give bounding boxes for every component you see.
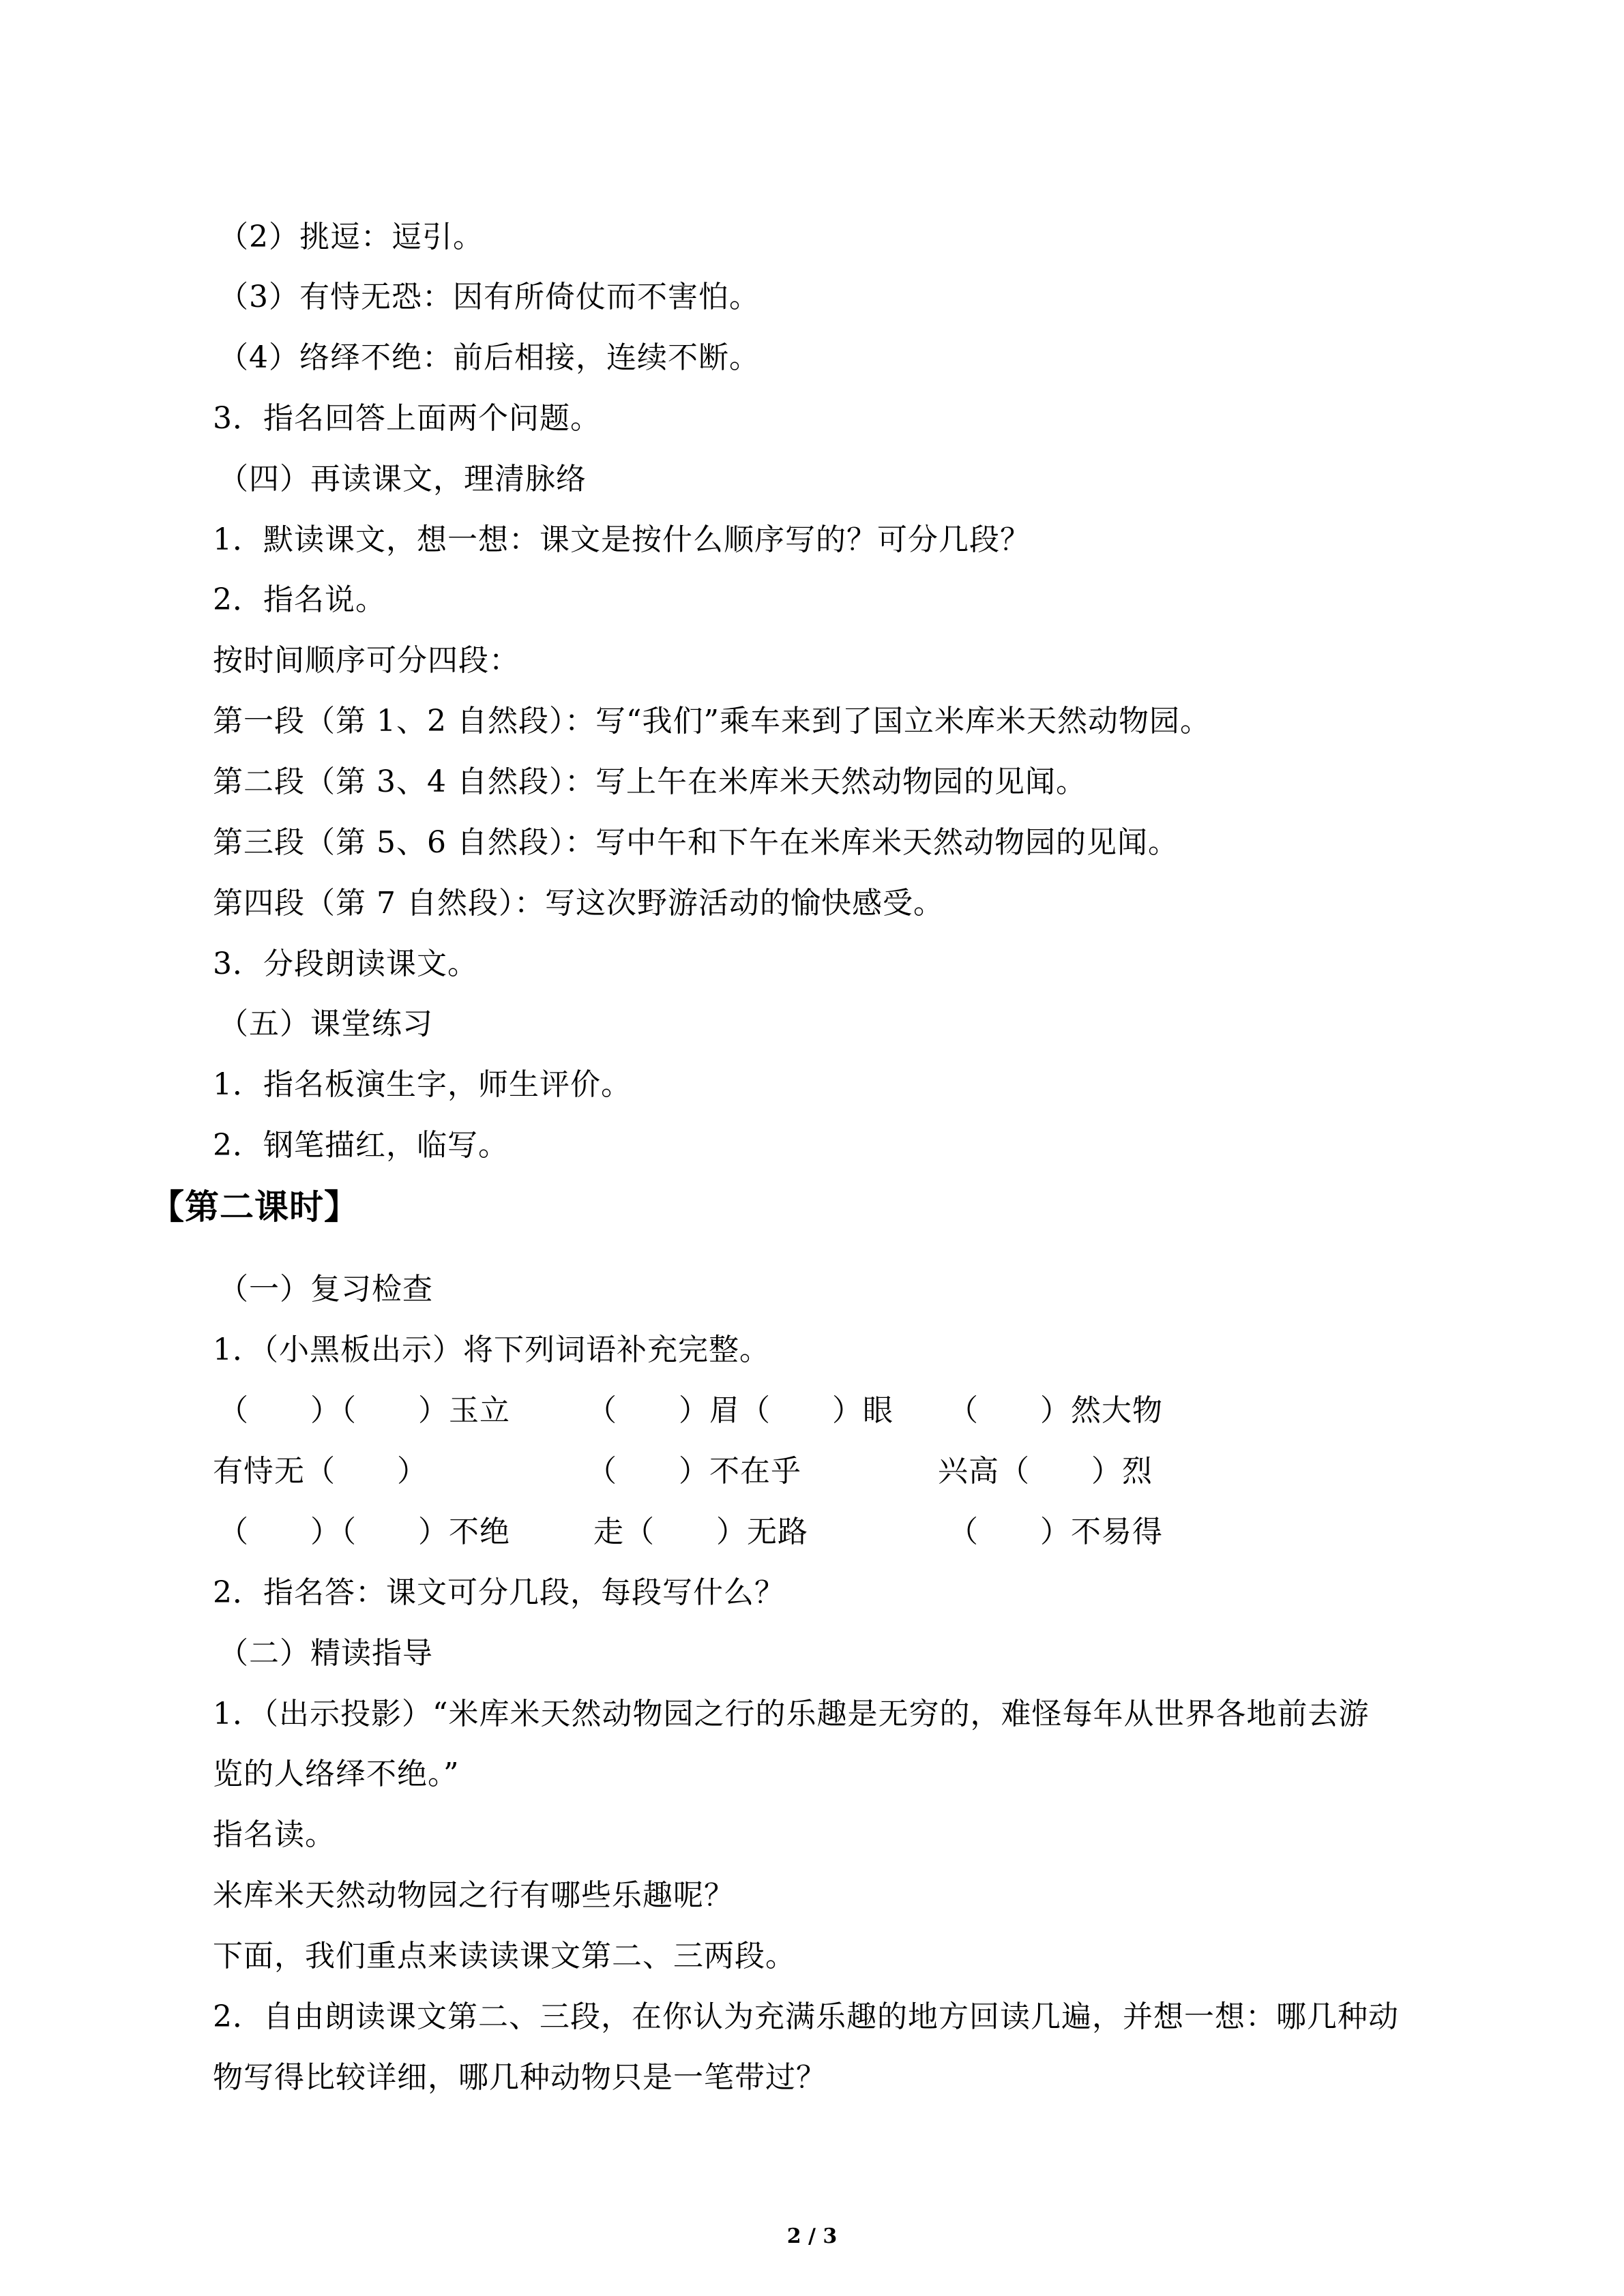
text-line: 第一段（第 1、2 自然段）：写“我们”乘车来到了国立米库米天然动物园。 xyxy=(213,704,1211,739)
word-blank: （ ）（ ）不绝 xyxy=(218,1515,510,1549)
text-line: 下面，我们重点来读读课文第二、三两段。 xyxy=(213,1939,796,1973)
word-blank: （ ）眉（ ）眼 xyxy=(587,1393,894,1428)
text-line: （3）有恃无恐：因有所倚仗而不害怕。 xyxy=(218,280,760,314)
word-blank: 有恃无（ ） xyxy=(213,1454,428,1489)
lesson-heading: 【第二课时】 xyxy=(150,1187,359,1227)
text-line: 第四段（第 7 自然段）：写这次野游活动的愉快感受。 xyxy=(213,886,944,921)
section-subheading: （二）精读指导 xyxy=(218,1636,433,1671)
text-line: 2．指名说。 xyxy=(213,582,386,617)
text-line: 按时间顺序可分四段： xyxy=(213,643,520,678)
word-blank: （ ）不易得 xyxy=(948,1515,1163,1549)
text-line: 1．（小黑板出示）将下列词语补充完整。 xyxy=(213,1332,770,1367)
page-number: 2 / 3 xyxy=(786,2224,838,2248)
text-line: 2．指名答：课文可分几段，每段写什么？ xyxy=(213,1575,785,1610)
text-line: 1．默读课文，想一想：课文是按什么顺序写的？可分几段？ xyxy=(213,522,1031,557)
section-subheading: （五）课堂练习 xyxy=(218,1007,433,1041)
text-line: 物写得比较详细，哪几种动物只是一笔带过？ xyxy=(213,2060,827,2095)
text-line: 米库米天然动物园之行有哪些乐趣呢？ xyxy=(213,1878,735,1913)
word-blank: 走（ ）无路 xyxy=(593,1515,808,1549)
text-line: 指名读。 xyxy=(213,1817,336,1852)
text-line: 1．（出示投影）“米库米天然动物园之行的乐趣是无穷的，难怪每年从世界各地前去游 xyxy=(213,1697,1370,1731)
text-line: 1．指名板演生字，师生评价。 xyxy=(213,1067,632,1102)
text-line: 第三段（第 5、6 自然段）：写中午和下午在米库米天然动物园的见闻。 xyxy=(213,825,1179,860)
section-subheading: （一）复习检查 xyxy=(218,1272,433,1307)
word-blank: 兴高（ ）烈 xyxy=(938,1454,1153,1489)
text-line: 3．指名回答上面两个问题。 xyxy=(213,401,601,436)
text-line: （2）挑逗：逗引。 xyxy=(218,220,484,254)
text-line: 2．自由朗读课文第二、三段，在你认为充满乐趣的地方回读几遍，并想一想：哪几种动 xyxy=(213,1999,1399,2034)
text-line: 览的人络绎不绝。” xyxy=(213,1757,460,1791)
text-line: （4）络绎不绝：前后相接，连续不断。 xyxy=(218,340,760,375)
word-blank: （ ）然大物 xyxy=(948,1393,1163,1428)
text-line: 2．钢笔描红，临写。 xyxy=(213,1128,509,1163)
text-line: 3．分段朗读课文。 xyxy=(213,946,478,981)
word-blank: （ ）不在乎 xyxy=(587,1454,801,1489)
text-line: 第二段（第 3、4 自然段）：写上午在米库米天然动物园的见闻。 xyxy=(213,764,1087,799)
section-subheading: （四）再读课文，理清脉络 xyxy=(218,462,587,496)
word-blank: （ ）（ ）玉立 xyxy=(218,1393,510,1428)
